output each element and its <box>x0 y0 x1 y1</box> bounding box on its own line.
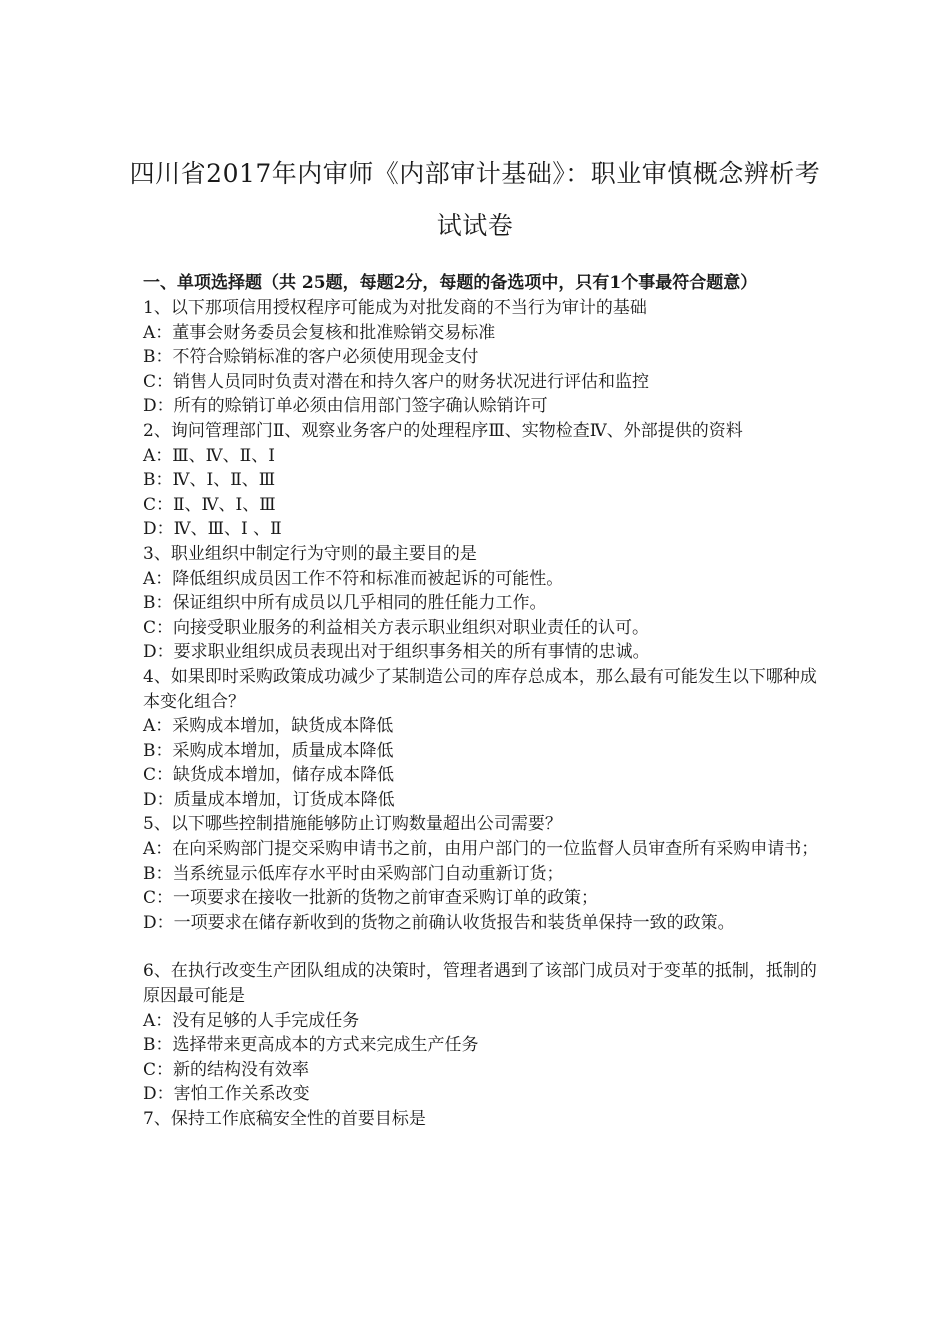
question-3 <box>143 542 823 665</box>
section-heading: 一、单项选择题（共 25题，每题2分，每题的备选项中，只有1个事最符合题意） <box>143 273 758 293</box>
option-b: B：选择带来更高成本的方式来完成生产任务 <box>143 1035 479 1056</box>
question-2 <box>143 419 823 542</box>
option-d: D：要求职业组织成员表现出对于组织事务相关的所有事情的忠诚。 <box>143 642 650 663</box>
question-1 <box>143 296 823 419</box>
paragraph-gap <box>143 935 823 959</box>
option-a: A：Ⅲ、Ⅳ、Ⅱ、Ⅰ <box>143 445 275 466</box>
option-d: D：所有的赊销订单必须由信用部门签字确认赊销许可 <box>143 396 548 417</box>
option-a: A：降低组织成员因工作不符和标准而被起诉的可能性。 <box>143 568 564 589</box>
option-a: A：没有足够的人手完成任务 <box>143 1010 360 1031</box>
option-d: D：害怕工作关系改变 <box>143 1084 310 1105</box>
option-d: D：Ⅳ、Ⅲ、Ⅰ 、Ⅱ <box>143 519 282 540</box>
question-stem: 4、如果即时采购政策成功减少了某制造公司的库存总成本，那么最有可能发生以下哪种成本变化组合？ <box>143 666 817 712</box>
option-c: C：新的结构没有效率 <box>143 1059 310 1080</box>
question-stem: 1、以下那项信用授权程序可能成为对批发商的不当行为审计的基础 <box>143 298 647 318</box>
option-a: A：董事会财务委员会复核和批准赊销交易标准 <box>143 322 496 343</box>
document-body <box>143 271 823 1132</box>
question-7 <box>143 1107 823 1132</box>
option-c: C：销售人员同时负责对潜在和持久客户的财务状况进行评估和监控 <box>143 371 650 392</box>
option-a: A：采购成本增加，缺货成本降低 <box>143 716 394 737</box>
option-b: B：不符合赊销标准的客户必须使用现金支付 <box>143 347 479 368</box>
question-5 <box>143 812 823 935</box>
document-title: 四川省2017年内审师《内部审计基础》：职业审慎概念辨析考试试卷 <box>129 159 821 240</box>
question-stem: 7、保持工作底稿安全性的首要目标是 <box>143 1109 426 1129</box>
question-stem: 2、询问管理部门Ⅱ、观察业务客户的处理程序Ⅲ、实物检查Ⅳ、外部提供的资料 <box>143 420 743 441</box>
option-c: C：Ⅱ、Ⅳ、Ⅰ、Ⅲ <box>143 494 276 515</box>
option-a: A：在向采购部门提交采购申请书之前，由用户部门的一位监督人员审查所有采购申请书； <box>143 839 819 860</box>
question-stem: 6、在执行改变生产团队组成的决策时，管理者遇到了该部门成员对于变革的抵制，抵制的原因最可能是 <box>143 961 817 1007</box>
option-b: B：采购成本增加，质量成本降低 <box>143 740 394 761</box>
question-stem: 3、职业组织中制定行为守则的最主要目的是 <box>143 543 477 564</box>
option-d: D：质量成本增加，订货成本降低 <box>143 789 395 810</box>
option-b: B：保证组织中所有成员以几乎相同的胜任能力工作。 <box>143 593 547 614</box>
option-b: B：Ⅳ、Ⅰ、Ⅱ、Ⅲ <box>143 470 276 491</box>
option-c: C：向接受职业服务的利益相关方表示职业组织对职业责任的认可。 <box>143 617 650 638</box>
option-c: C：一项要求在接收一批新的货物之前审查采购订单的政策； <box>143 888 599 909</box>
option-d: D：一项要求在储存新收到的货物之前确认收货报告和装货单保持一致的政策。 <box>143 912 735 933</box>
option-c: C：缺货成本增加，储存成本降低 <box>143 765 395 786</box>
option-b: B：当系统显示低库存水平时由采购部门自动重新订货； <box>143 863 564 884</box>
question-stem: 5、以下哪些控制措施能够防止订购数量超出公司需要？ <box>143 814 562 835</box>
question-4 <box>143 665 823 813</box>
question-6 <box>143 959 823 1107</box>
